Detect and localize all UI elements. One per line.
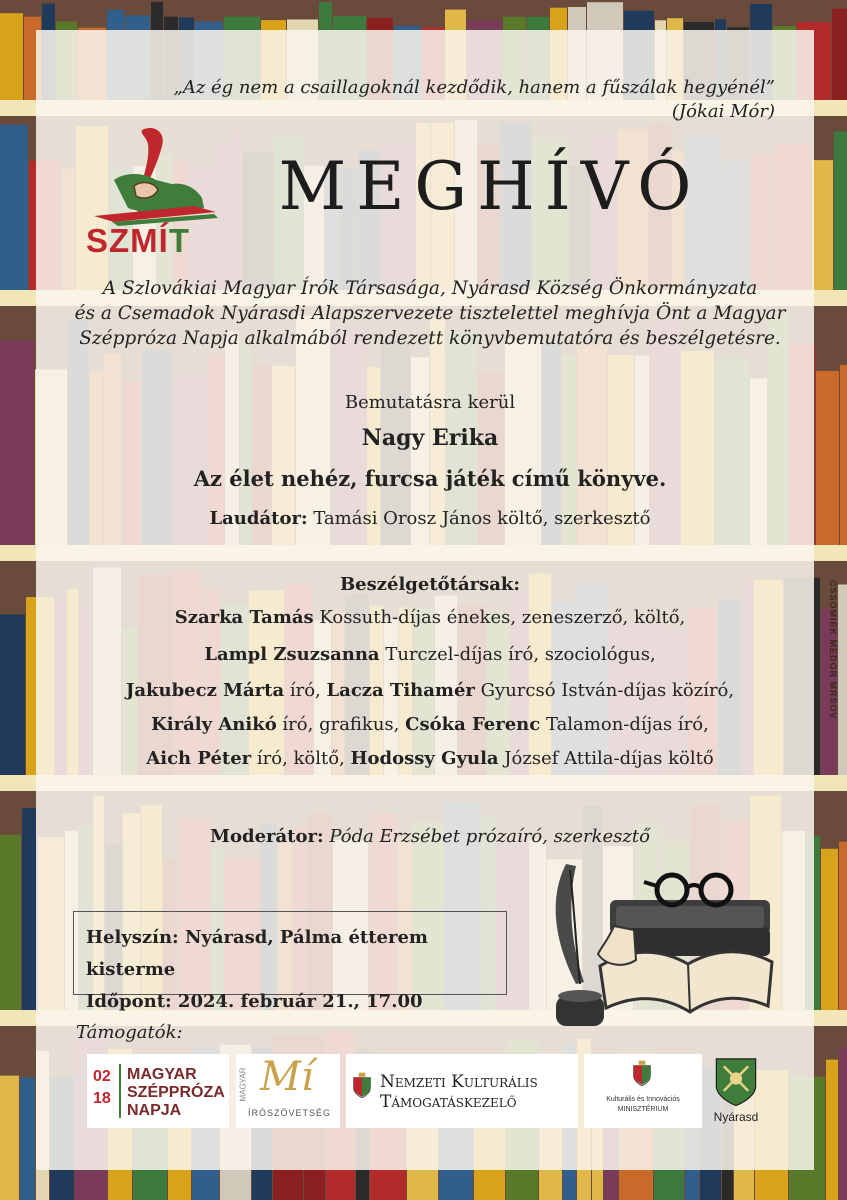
intro-line: Széppróza Napja alkalmából rendezett könyvbemutatóra és beszélgetésre.	[79, 328, 781, 349]
partner-desc: József Attila-díjas költő	[498, 748, 714, 769]
book-spine	[840, 365, 847, 545]
partner-name: Hodossy Gyula	[350, 748, 499, 769]
venue-time: Időpont: 2024. február 21., 17.00	[86, 991, 423, 1012]
sponsor3-line2: Támogatáskezelő	[380, 1092, 517, 1112]
book-spine	[0, 340, 34, 545]
partner-name: Király Anikó	[151, 714, 277, 735]
book-spine	[20, 1077, 35, 1200]
moderator-value: Póda Erzsébet prózaíró, szerkesztő	[323, 826, 650, 847]
sponsor2-bottom: ÍRÓSZÖVETSÉG	[248, 1108, 332, 1118]
divider	[119, 1064, 121, 1118]
partner-name: Szarka Tamás	[174, 607, 314, 628]
book-quill-illustration-icon	[540, 856, 780, 1036]
sponsor-nyarasd	[706, 1054, 766, 1128]
book-spine	[839, 842, 847, 1010]
sponsor1-num-bottom: 18	[93, 1090, 111, 1107]
book-title: Az élet nehéz, furcsa játék című könyve.	[193, 466, 667, 491]
partner-line	[60, 644, 800, 665]
laudator-label: Laudátor:	[209, 508, 308, 529]
sponsor-kulturalis-innovacios-miniszterium	[584, 1054, 702, 1128]
book-spine	[816, 371, 839, 545]
sponsor1-line2: SZÉPPRÓZA	[127, 1084, 225, 1101]
partner-name: Csóka Ferenc	[405, 714, 541, 735]
partner-line	[60, 607, 800, 628]
quote-text: „Az ég nem a csaillagoknál kezdődik, hanem a fűszálak hegyénél”	[173, 77, 775, 98]
intro-line: A Szlovákiai Magyar Írók Társasága, Nyárasd Község Önkormányzata	[102, 278, 758, 299]
sponsor1-line1: MAGYAR	[127, 1066, 197, 1083]
partner-desc: Kossuth-díjas énekes, zeneszerző, költő,	[313, 607, 686, 628]
book-spine	[22, 808, 37, 1010]
partner-line	[60, 714, 800, 735]
sponsor-magyar-iroszovetseg	[236, 1054, 340, 1128]
partner-desc: író, költő,	[251, 748, 351, 769]
partner-line	[60, 680, 800, 701]
sponsors-label: Támogatók:	[76, 1022, 183, 1043]
presentation-label: Bemutatásra kerül	[344, 392, 516, 413]
intro-text	[70, 276, 790, 351]
book-spine	[812, 160, 833, 290]
book-spine	[838, 584, 847, 775]
venue-place: Helyszín: Nyárasd, Pálma étterem kisterme	[86, 927, 428, 980]
book-spine	[826, 1060, 838, 1200]
book-spine	[834, 131, 847, 290]
sponsor3-line1: Nemzeti Kulturális	[380, 1072, 538, 1092]
book-spine	[0, 835, 21, 1010]
sponsor1-line3: NAPJA	[127, 1102, 182, 1119]
hungary-coat-of-arms-icon	[352, 1072, 372, 1100]
book-spine	[0, 125, 28, 290]
moderator-label: Moderátor:	[210, 826, 324, 847]
book-spine	[0, 13, 23, 100]
partner-name: Jakubecz Márta	[125, 680, 285, 701]
partner-name: Lampl Zsuzsanna	[204, 644, 380, 665]
venue-box	[73, 911, 507, 1012]
partner-name: Aich Péter	[146, 748, 252, 769]
book-spine	[839, 1048, 847, 1200]
partner-desc: Turczel-díjas író, szociológus,	[379, 644, 656, 665]
szmit-logo-text: SZMÍT	[86, 222, 190, 259]
sponsor2-big: Mí	[260, 1054, 314, 1100]
partner-name: Lacza Tihamér	[326, 680, 475, 701]
partner-desc: író,	[284, 680, 327, 701]
sponsor1-num-top: 02	[93, 1068, 111, 1085]
partners-label: Beszélgetőtársak:	[339, 574, 521, 595]
page-title: MEGHÍVÓ	[278, 148, 702, 225]
author-name: Nagy Erika	[361, 425, 499, 451]
sponsor-magyar-szepproza-napja	[87, 1054, 229, 1128]
sponsor-nemzeti-kulturalis-tamogataskezelo	[346, 1054, 578, 1128]
sponsor4-line1: Kulturális és Innovációs	[606, 1096, 680, 1103]
book-spine	[832, 9, 847, 100]
quote-author: (Jókai Mór)	[671, 101, 775, 122]
laudator-value: Tamási Orosz János költő, szerkesztő	[313, 508, 651, 529]
partner-desc: Talamon-díjas író,	[540, 714, 709, 735]
book-spine-text: CSSOMIEK MEDOR MRSOV	[828, 580, 838, 720]
partner-desc: író, grafikus,	[276, 714, 406, 735]
sponsor4-line2: MINISZTÉRIUM	[617, 1106, 669, 1113]
laudator-line	[60, 508, 800, 529]
partner-desc: Gyurcsó István-díjas közíró,	[474, 680, 735, 701]
sponsor5-name: Nyárasd	[713, 1110, 759, 1124]
sponsor2-side: MAGYAR	[238, 1067, 248, 1102]
book-spine	[821, 849, 838, 1010]
intro-line: és a Csemadok Nyárasdi Alapszervezete tisztelettel meghívja Önt a Magyar	[74, 303, 786, 324]
nyarasd-coat-of-arms-icon	[708, 1054, 764, 1108]
hungary-coat-of-arms-icon	[632, 1060, 652, 1088]
moderator-line	[60, 826, 800, 847]
partner-line	[60, 748, 800, 769]
book-spine	[0, 614, 25, 775]
motto-quote	[174, 76, 776, 124]
book-spine	[0, 1076, 19, 1200]
